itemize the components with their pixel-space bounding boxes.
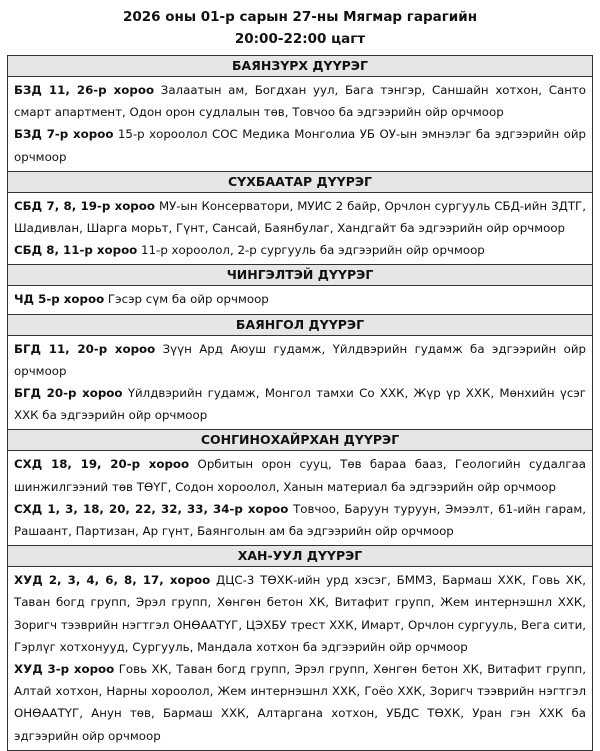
khoroo-label: СБД 7, 8, 19-р хороо <box>14 198 155 213</box>
district-section <box>7 430 593 546</box>
khoroo-label: ХУД 2, 3, 4, 6, 8, 17, хороо <box>14 573 211 588</box>
khoroo-label: ЧД 5-р хороо <box>14 292 105 307</box>
district-title: ЧИНГЭЛТЭЙ ДҮҮРЭГ <box>8 265 592 286</box>
outage-entry <box>14 195 586 239</box>
affected-areas: Товчоо, Баруун туруун, Эмээлт, 61-ийн гарам, Рашаант, Партизан, Ар гүнт, Баянголын ам ба эдгээрийн ойр орчмоор <box>14 501 587 539</box>
outage-entry <box>14 382 586 426</box>
affected-areas: ДЦС-3 ТӨХК-ийн урд хэсэг, БММЗ, Бармаш ХХК, Говь ХК, Таван богд групп, Эрэл групп, Хөнгөн бетон ХК, Витафит групп, Жем интернэшнл ХХК, Зоригч тээврийн нэгтгэл ОНӨААТҮГ, ЦЭХБУ трест ХХК, Имарт, Орчлон сургууль, Вега сити, Гэрлүг хотхонууд, Сургууль, Мандала хотхон ба эдгээрийн ойр орчмоор <box>14 573 586 654</box>
district-entries <box>8 336 592 430</box>
outage-entry <box>14 338 586 382</box>
khoroo-label: БГД 20-р хороо <box>14 386 123 401</box>
outage-entry <box>14 453 586 497</box>
district-title: СҮХБААТАР ДҮҮРЭГ <box>8 172 592 193</box>
district-title: СОНГИНОХАЙРХАН ДҮҮРЭГ <box>8 430 592 451</box>
outage-entry <box>14 498 586 542</box>
outage-entry <box>14 239 586 261</box>
outage-entry <box>14 288 586 310</box>
outage-entry <box>14 79 586 123</box>
affected-areas: Орбитын орон сууц, Төв бараа бааз, Геологийн судалгаа шинжилгээний төв ТӨҮГ, Содон хороолол, Ханын материал ба эдгээрийн ойр орчмоор <box>14 457 586 494</box>
affected-areas: 11-р хороолол, 2-р сургууль ба эдгээрийн ойр орчмоор <box>141 243 485 258</box>
district-entries <box>8 451 592 545</box>
document-header <box>0 0 600 53</box>
district-section <box>7 546 593 751</box>
affected-areas: МУ-ын Консерватори, МУИС 2 байр, Орчлон сургууль СБД-ийн ЗДТГ, Шадивлан, Шарга морьт, Гүнт, Сансай, Баянбулаг, Хандгайт ба эдгээрийн ойр орчмоор <box>14 198 586 236</box>
khoroo-label: БЗД 11, 26-р хороо <box>14 83 155 97</box>
khoroo-label: ХУД 3-р хороо <box>14 662 115 677</box>
schedule-table <box>7 55 593 751</box>
outage-entry <box>14 569 586 658</box>
affected-areas: Говь ХК, Таван богд групп, Эрэл групп, Хөнгөн бетон ХК, Витафит групп, Алтай хотхон, Нарны хороолол, Жем интернэшнл ХХК, Гоёо ХХК, Зоригч тээврийн нэгтгэл ОНӨААТҮГ, Анун төв, Бармаш ХХК, Алтаргана хотхон, УБДС ТӨХК, Уран гэн ХХК ба эдгээрийн ойр орчмоор <box>14 662 587 743</box>
khoroo-label: СБД 8, 11-р хороо <box>14 243 138 258</box>
district-entries <box>8 193 592 265</box>
district-entries <box>8 567 592 750</box>
district-section <box>7 265 593 314</box>
outage-entry <box>14 658 586 747</box>
district-entries <box>8 77 592 171</box>
district-section <box>7 315 593 431</box>
date-line: 2026 оны 01-р сарын 27-ны Мягмар гарагийн <box>122 9 478 25</box>
district-title: БАЯНГОЛ ДҮҮРЭГ <box>8 315 592 336</box>
district-entries <box>8 286 592 313</box>
time-line: 20:00-22:00 цагт <box>234 31 366 47</box>
khoroo-label: БГД 11, 20-р хороо <box>14 341 156 356</box>
district-title: БАЯНЗҮРХ ДҮҮРЭГ <box>8 56 592 77</box>
district-section <box>7 172 593 266</box>
affected-areas: Үйлдвэрийн гудамж, Монгол тамхи Со ХХК, Жүр үр ХХК, Мөнхийн үсэг ХХК ба эдгээрийн ойр орчмоор <box>14 386 587 423</box>
khoroo-label: СХД 18, 19, 20-р хороо <box>14 457 190 472</box>
khoroo-label: БЗД 7-р хороо <box>14 127 114 142</box>
affected-areas: Гэсэр сүм ба ойр орчмоор <box>107 292 269 307</box>
affected-areas: 15-р хороолол СОС Медика Монголиа УБ ОУ-ын эмнэлэг ба эдгээрийн ойр орчмоор <box>14 127 587 164</box>
khoroo-label: СХД 1, 3, 18, 20, 22, 32, 33, 34-р хороо <box>14 501 289 516</box>
district-section <box>7 55 593 172</box>
affected-areas: Залаатын ам, Богдхан уул, Бага тэнгэр, Саншайн хотхон, Санто смарт апартмент, Одон орон судлалын төв, Товчоо ба эдгээрийн ойр орчмоор <box>14 83 587 120</box>
outage-entry <box>14 123 586 167</box>
district-title: ХАН-УУЛ ДҮҮРЭГ <box>8 546 592 567</box>
affected-areas: Зүүн Ард Аюуш гудамж, Үйлдвэрийн гудамж ба эдгээрийн ойр орчмоор <box>14 341 586 378</box>
